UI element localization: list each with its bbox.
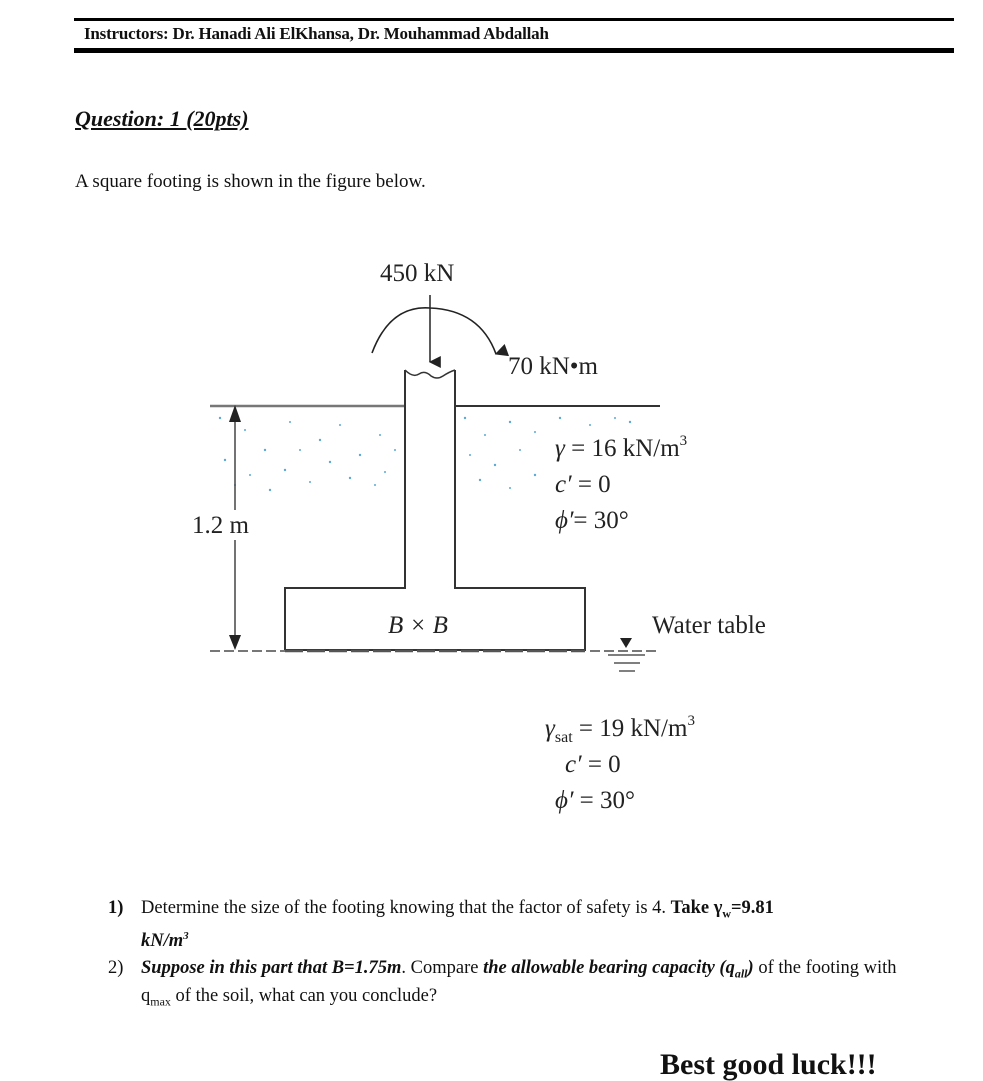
part-2-number: 2) xyxy=(108,957,124,978)
header-rule-bottom xyxy=(74,48,954,53)
part-1-number: 1) xyxy=(108,898,124,918)
lower-gamma-sat: $\gamma_{sat} = 19$ $kN/m^3$ xyxy=(545,713,695,746)
load-label: 450 kN xyxy=(380,260,455,287)
upper-friction-angle: ϕ′= 30° xyxy=(555,507,629,534)
part-1-text: Determine the size of the footing knowing that the factor of safety is 4. Take $\gamma_w=9.81$ $kN/m^3$ xyxy=(141,898,774,951)
footing-diagram xyxy=(190,250,810,830)
lower-cohesion: c′ = 0 xyxy=(565,751,621,778)
moment-label: 70 kN•m xyxy=(508,353,599,380)
question-title: Question: 1 (20pts) xyxy=(75,106,249,131)
header-rule-top xyxy=(74,18,954,21)
depth-label: 1.2 m xyxy=(192,512,249,539)
part-1 xyxy=(108,897,918,952)
question-parts xyxy=(108,897,918,1017)
instructors-line: Instructors: Dr. Hanadi Ali ElKhansa, Dr. Mouhammad Abdallah xyxy=(84,24,549,43)
upper-gamma: γ = 16 $kN/m^3$ xyxy=(555,433,688,462)
upper-cohesion: c′ = 0 xyxy=(555,471,611,498)
lower-friction-angle: ϕ′ = 30° xyxy=(555,787,636,814)
footer-text: Best good luck!!! xyxy=(660,1048,877,1081)
water-table-label: Water table xyxy=(652,612,766,639)
part-2 xyxy=(108,957,918,1012)
footing-figure xyxy=(190,250,810,830)
footer-clipped xyxy=(660,1048,960,1081)
part-2-text: Suppose in this part that B=1.75m. Compare the allowable bearing capacity $(q_{all})$ of the footing with $q_{max}$ of the soil, what can you conclude? xyxy=(141,957,897,1009)
question-intro: A square footing is shown in the figure below. xyxy=(75,171,426,192)
footing-size-label: B × B xyxy=(388,612,448,639)
